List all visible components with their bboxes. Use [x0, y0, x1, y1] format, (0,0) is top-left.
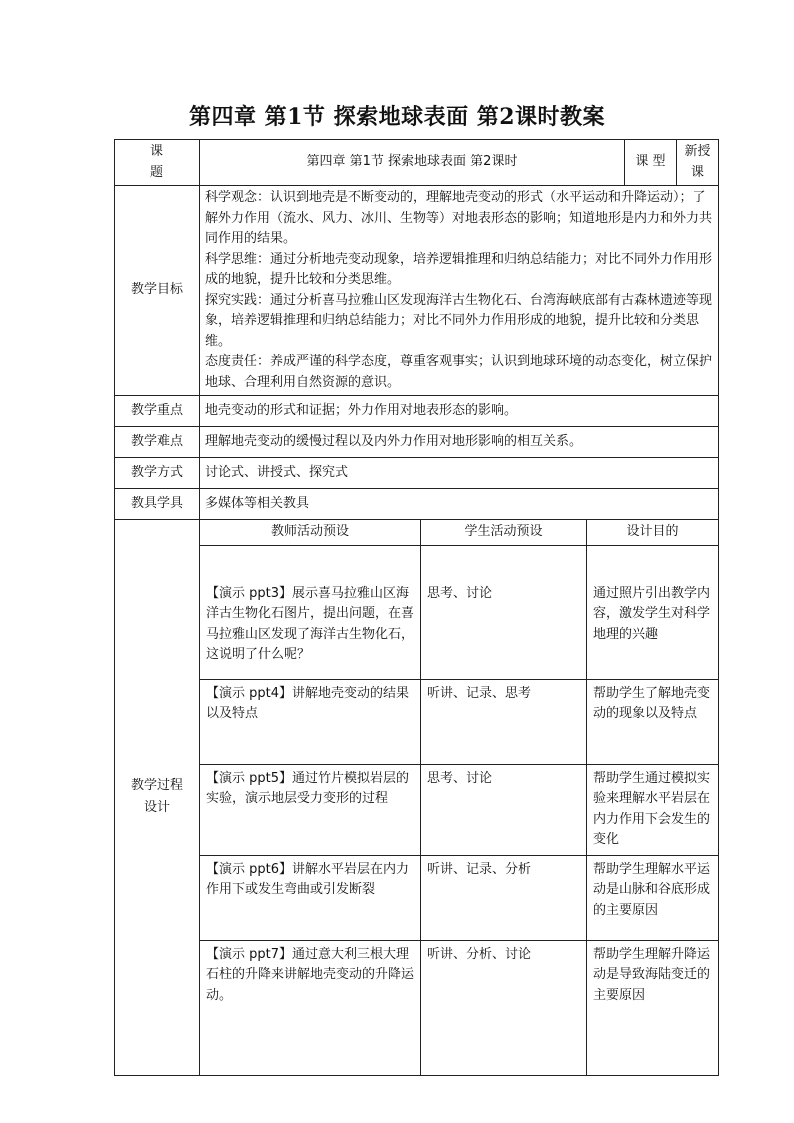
teacher-activity: 【演示 ppt6】讲解水平岩层在内力作用下或发生弯曲或引发断裂 [200, 855, 421, 940]
teacher-activity-header: 教师活动预设 [200, 520, 421, 546]
difficulty-label: 教学难点 [115, 427, 200, 458]
process-row [115, 940, 719, 1075]
design-purpose: 帮助学生理解水平运动是山脉和谷底形成的主要原因 [587, 855, 719, 940]
teacher-activity: 【演示 ppt5】通过竹片模拟岩层的实验，演示地层受力变形的过程 [200, 764, 421, 855]
design-purpose: 通过照片引出教学内容，激发学生对科学地理的兴趣 [587, 545, 719, 679]
student-activity: 听讲、分析、讨论 [421, 940, 587, 1075]
document-title: 第四章 第1节 探索地球表面 第2课时教案 [188, 104, 606, 130]
design-purpose: 帮助学生理解升降运动是导致海陆变迁的主要原因 [587, 940, 719, 1075]
key-points-label: 教学重点 [115, 396, 200, 427]
goal-attitude-responsibility: 态度责任：养成严谨的科学态度，尊重客观事实；认识到地球环境的动态变化，树立保护地球、合理利用自然资源的意识。 [205, 354, 713, 390]
tools-label: 教具学具 [115, 489, 200, 520]
difficulty-value: 理解地壳变动的缓慢过程以及内外力作用对地形影响的相互关系。 [200, 427, 719, 458]
design-purpose: 帮助学生了解地壳变动的现象以及特点 [587, 679, 719, 764]
process-row [115, 545, 719, 679]
student-activity: 思考、讨论 [421, 764, 587, 855]
topic-row [115, 140, 719, 186]
process-row [115, 764, 719, 855]
process-row [115, 855, 719, 940]
student-activity: 思考、讨论 [421, 545, 587, 679]
design-purpose: 帮助学生通过模拟实验来理解水平岩层在内力作用下会发生的变化 [587, 764, 719, 855]
method-value: 讨论式、讲授式、探究式 [200, 458, 719, 489]
type-label: 课 型 [625, 140, 677, 186]
goals-content [200, 186, 719, 396]
student-activity: 听讲、记录、思考 [421, 679, 587, 764]
student-activity: 听讲、记录、分析 [421, 855, 587, 940]
goals-label: 教学目标 [115, 186, 200, 396]
method-row [115, 458, 719, 489]
topic-label: 课 题 [115, 140, 200, 186]
process-label-line2: 设计 [143, 800, 170, 816]
process-label [115, 520, 200, 1076]
key-points-value: 地壳变动的形式和证据；外力作用对地表形态的影响。 [200, 396, 719, 427]
design-purpose-header: 设计目的 [587, 520, 719, 546]
type-value: 新授课 [677, 140, 719, 186]
process-label-line1: 教学过程 [130, 778, 183, 794]
teacher-activity: 【演示 ppt7】通过意大利三根大理石柱的升降来讲解地壳变动的升降运动。 [200, 940, 421, 1075]
topic-value: 第四章 第1节 探索地球表面 第2课时 [200, 140, 625, 186]
difficulty-row [115, 427, 719, 458]
method-label: 教学方式 [115, 458, 200, 489]
goal-science-concept: 科学观念：认识到地壳是不断变动的，理解地壳变动的形式（水平运动和升降运动）；了解外力作用（流水、风力、冰川、生物等）对地表形态的影响；知道地形是内力和外力共同作用的结果。 [205, 190, 713, 246]
tools-value: 多媒体等相关教具 [200, 489, 719, 520]
teacher-activity: 【演示 ppt4】讲解地壳变动的结果以及特点 [200, 679, 421, 764]
goals-row [115, 186, 719, 396]
student-activity-header: 学生活动预设 [421, 520, 587, 546]
goal-inquiry-practice: 探究实践：通过分析喜马拉雅山区发现海洋古生物化石、台湾海峡底部有古森林遗迹等现象，培养逻辑推理和归纳总结能力；对比不同外力作用形成的地貌，提升比较和分类思维。 [205, 292, 713, 349]
process-header-row [115, 520, 719, 546]
teacher-activity: 【演示 ppt3】展示喜马拉雅山区海洋古生物化石图片，提出问题，在喜马拉雅山区发现了海洋古生物化石，这说明了什么呢？ [200, 545, 421, 679]
process-row [115, 679, 719, 764]
tools-row [115, 489, 719, 520]
lesson-plan-table [114, 139, 719, 1076]
goal-science-thinking: 科学思维：通过分析地壳变动现象，培养逻辑推理和归纳总结能力；对比不同外力作用形成的地貌，提升比较和分类思维。 [205, 251, 713, 287]
key-points-row [115, 396, 719, 427]
